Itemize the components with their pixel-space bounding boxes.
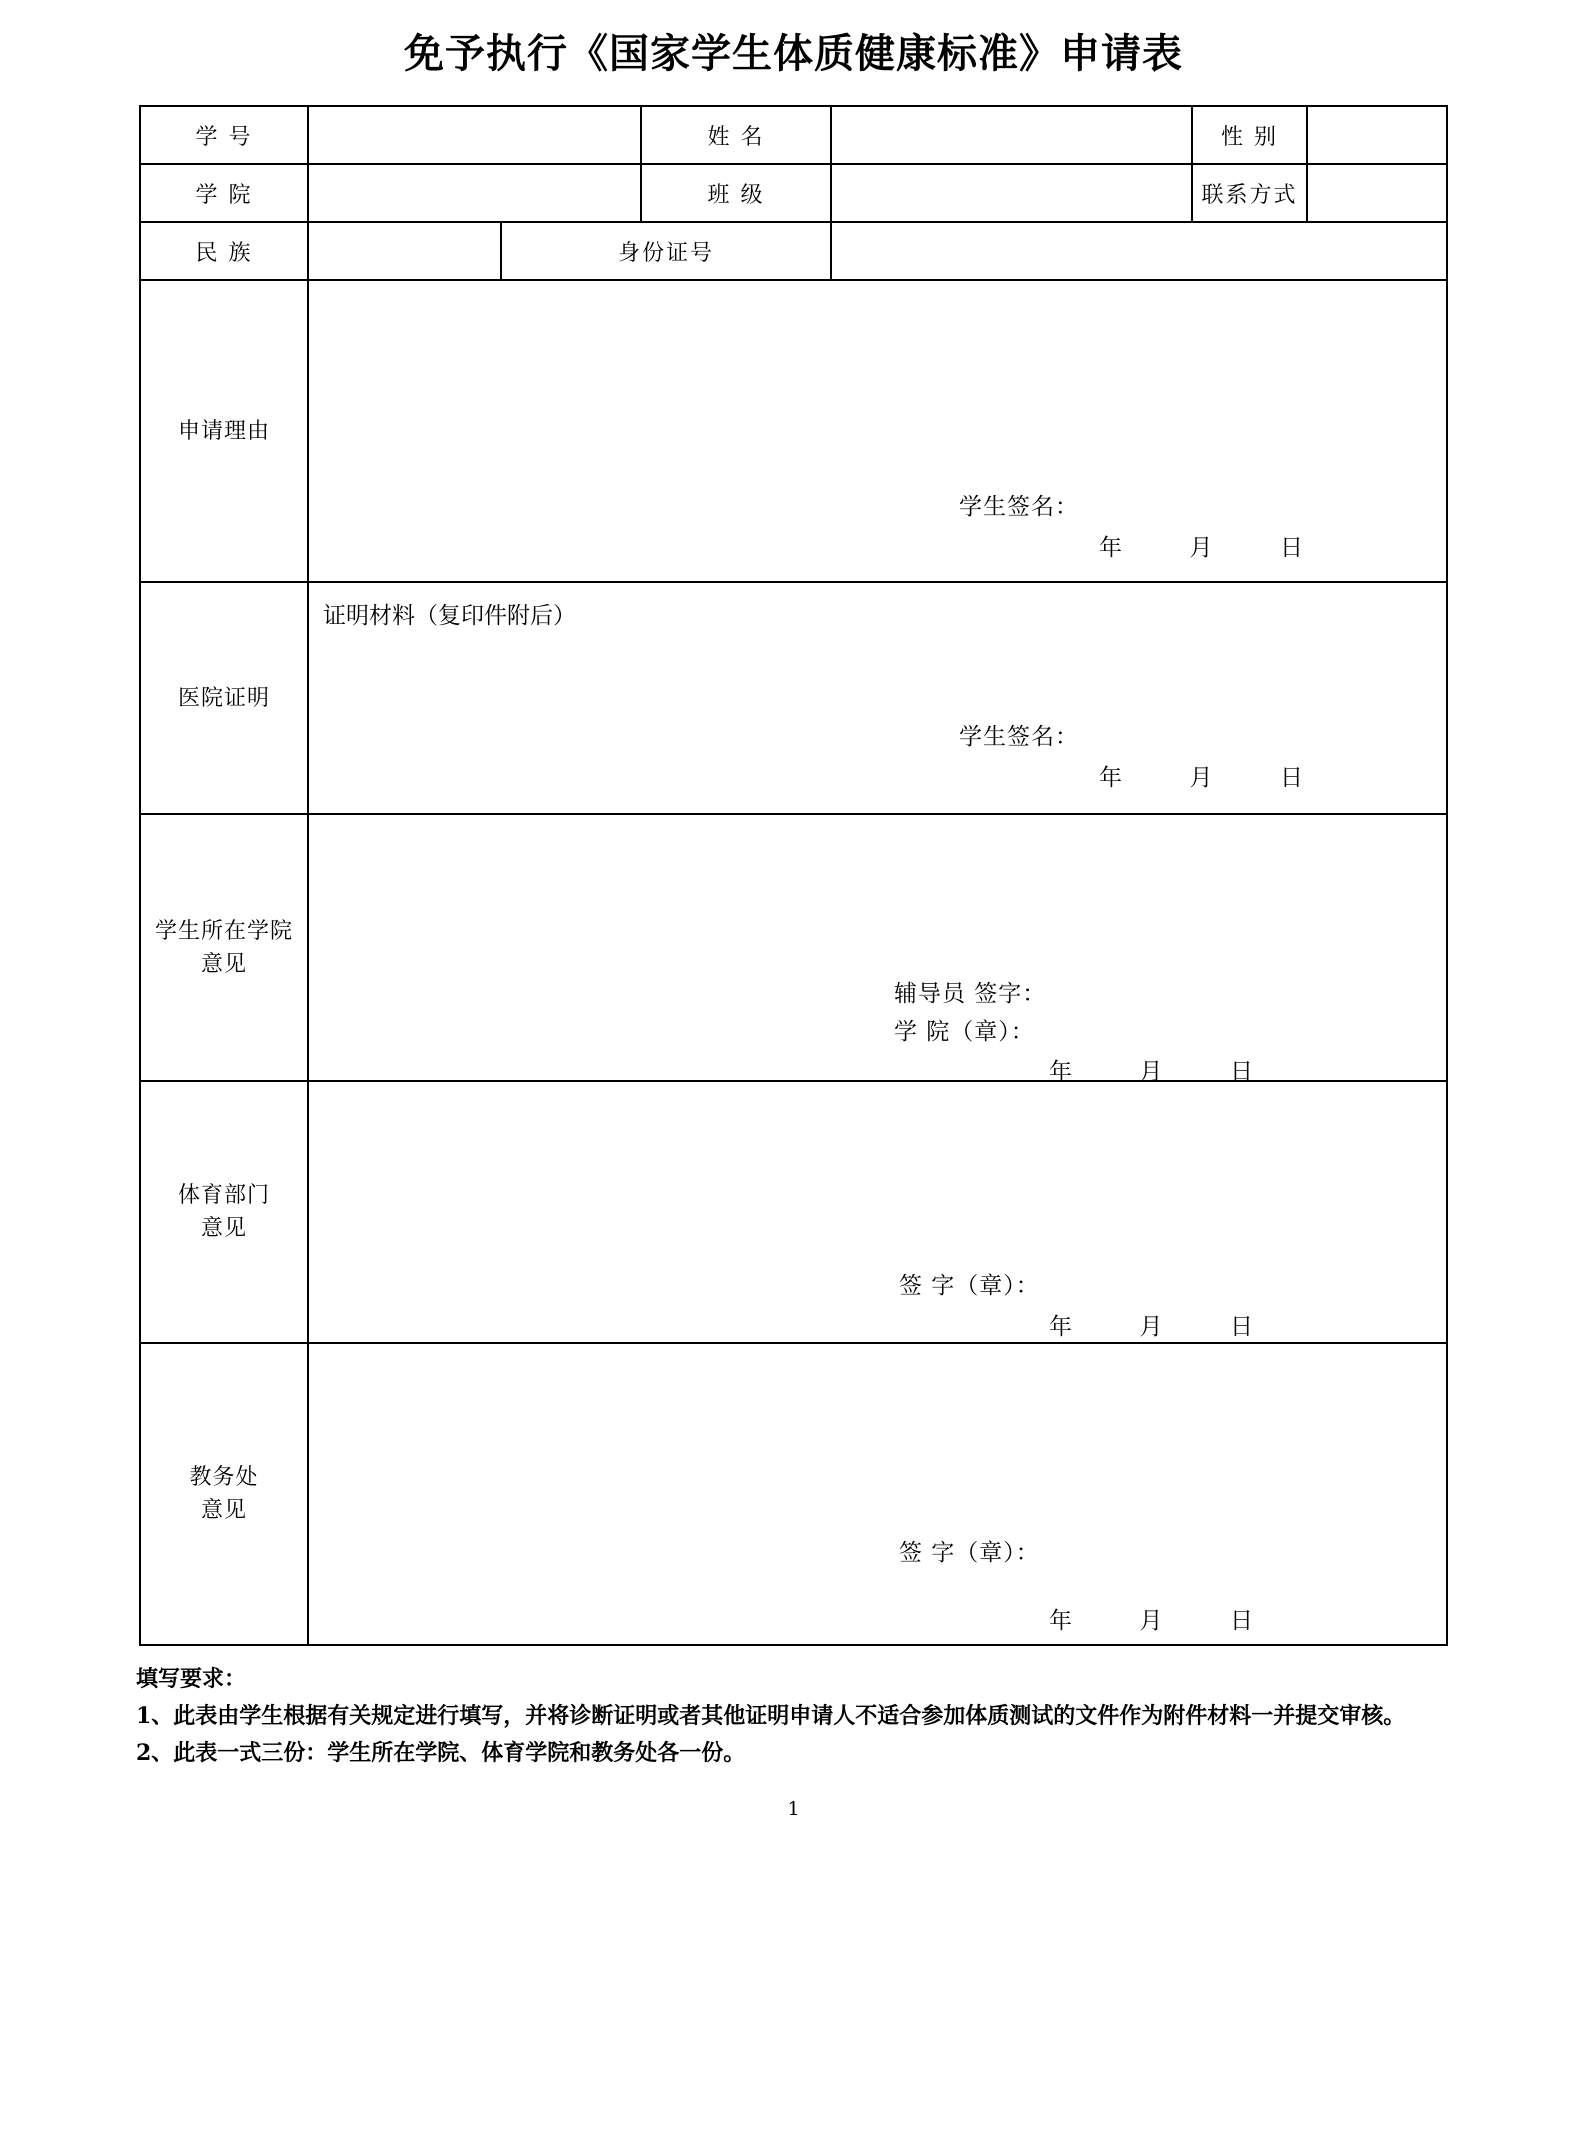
college-opinion-label-line1: 学生所在学院: [154, 918, 293, 944]
college-counselor-signature: 辅导员 签字：: [894, 981, 1047, 1007]
table-row: [140, 222, 1447, 280]
value-student-id[interactable]: [308, 106, 641, 164]
hospital-date-line: 年 月 日: [1099, 765, 1304, 791]
academic-affairs-label-line2: 意见: [200, 1498, 247, 1523]
footer-item-1: 1、此表由学生根据有关规定进行填写，并将诊断证明或者其他证明申请人不适合参加体质测试的文件作为附件材料一并提交审核。: [136, 1703, 1406, 1730]
reason-date-line: 年 月 日: [1099, 535, 1304, 561]
value-college-opinion[interactable]: [308, 814, 1447, 1085]
label-name: 姓 名: [641, 106, 831, 164]
label-id-number: 身份证号: [501, 222, 831, 280]
value-college[interactable]: [308, 164, 641, 222]
label-academic-affairs-opinion: [140, 1343, 308, 1645]
sports-dept-label-line1: 体育部门: [177, 1183, 270, 1208]
value-application-reason[interactable]: [308, 280, 1447, 582]
sports-dept-label-line2: 意见: [200, 1216, 247, 1241]
academic-affairs-date-line: 年 月 日: [1049, 1608, 1254, 1634]
table-row-sports-dept: [140, 1081, 1447, 1343]
table-row-reason: [140, 280, 1447, 582]
footer-requirements: [0, 1662, 1587, 1772]
reason-student-signature: 学生签名：: [959, 494, 1079, 520]
application-form-table: [139, 105, 1448, 1646]
page-number: 1: [787, 1797, 800, 1820]
sports-dept-signature: 签 字（章）：: [899, 1273, 1040, 1299]
footer-heading: 填写要求：: [136, 1666, 247, 1692]
table-row-college-opinion: [140, 814, 1447, 1081]
value-id-number[interactable]: [831, 222, 1447, 280]
label-ethnicity: 民 族: [140, 222, 308, 280]
label-application-reason: 申请理由: [140, 280, 308, 582]
label-college-opinion: [140, 814, 308, 1081]
hospital-student-signature: 学生签名：: [959, 724, 1079, 750]
college-date-line: 年 月 日: [1049, 1059, 1254, 1085]
sports-dept-date-line: 年 月 日: [1049, 1314, 1254, 1340]
value-contact[interactable]: [1307, 164, 1447, 222]
value-academic-affairs-opinion[interactable]: [308, 1343, 1447, 1645]
value-name[interactable]: [831, 106, 1192, 164]
label-hospital-certificate: 医院证明: [140, 582, 308, 814]
value-gender[interactable]: [1307, 106, 1447, 164]
academic-affairs-signature: 签 字（章）：: [899, 1540, 1040, 1566]
hospital-note: 证明材料（复印件附后）: [323, 603, 576, 629]
value-ethnicity[interactable]: [308, 222, 501, 280]
value-class[interactable]: [831, 164, 1192, 222]
label-class: 班 级: [641, 164, 831, 222]
label-gender: 性 别: [1192, 106, 1307, 164]
document-page: [0, 22, 1587, 2135]
value-hospital-certificate[interactable]: [308, 582, 1447, 814]
table-row-academic-affairs: [140, 1343, 1447, 1645]
table-row: [140, 164, 1447, 222]
label-sports-dept-opinion: [140, 1081, 308, 1343]
label-college: 学 院: [140, 164, 308, 222]
college-seal-signature: 学 院（章）：: [894, 1019, 1035, 1045]
college-opinion-label-line2: 意见: [200, 951, 247, 977]
page-title: 免予执行《国家学生体质健康标准》申请表: [404, 30, 1183, 77]
table-row-hospital: [140, 582, 1447, 814]
label-contact: 联系方式: [1192, 164, 1307, 222]
academic-affairs-label-line1: 教务处: [189, 1465, 259, 1490]
footer-item-2: 2、此表一式三份：学生所在学院、体育学院和教务处各一份。: [136, 1740, 746, 1767]
label-student-id: 学 号: [140, 106, 308, 164]
value-sports-dept-opinion[interactable]: [308, 1081, 1447, 1343]
table-row: [140, 106, 1447, 164]
